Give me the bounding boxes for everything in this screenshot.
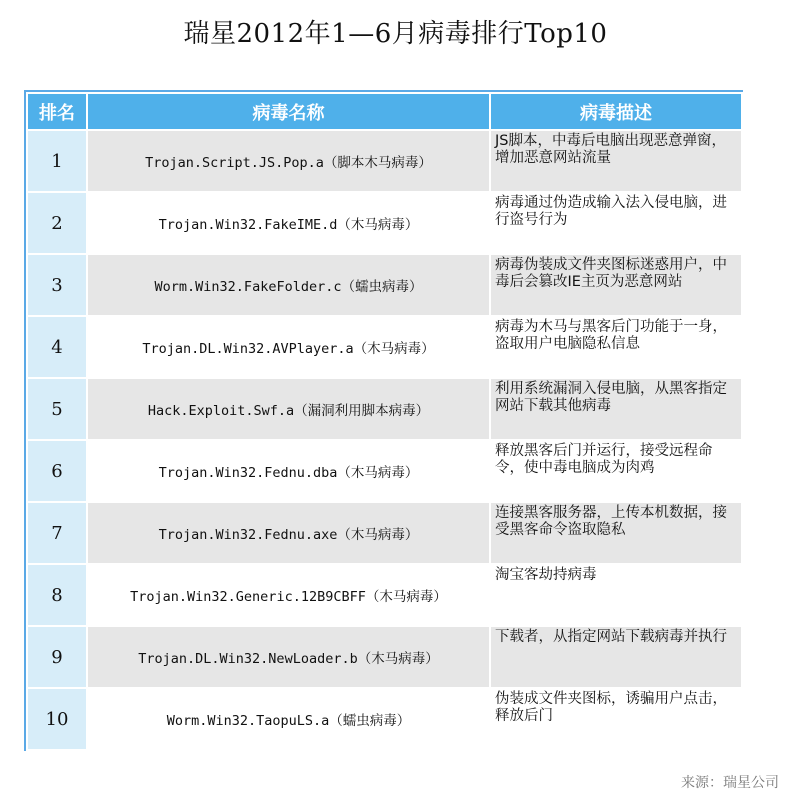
table-row <box>27 316 742 378</box>
rank-cell: 4 <box>27 316 87 378</box>
source-credit: 来源：瑞星公司 <box>681 775 779 791</box>
rank-cell: 5 <box>27 378 87 440</box>
virus-description-cell: 下载者，从指定网站下载病毒并执行 <box>490 626 742 688</box>
virus-name-cell: Trojan.DL.Win32.AVPlayer.a（木马病毒） <box>87 316 490 378</box>
virus-description-cell: 释放黑客后门并运行，接受远程命令，使中毒电脑成为肉鸡 <box>490 440 742 502</box>
virus-description-cell: 连接黑客服务器，上传本机数据，接受黑客命令盗取隐私 <box>490 502 742 564</box>
rank-cell: 6 <box>27 440 87 502</box>
rank-cell: 10 <box>27 688 87 750</box>
header-virus-name: 病毒名称 <box>87 93 490 130</box>
rank-cell: 7 <box>27 502 87 564</box>
virus-name-cell: Trojan.Win32.Generic.12B9CBFF（木马病毒） <box>87 564 490 626</box>
virus-description-cell: JS脚本，中毒后电脑出现恶意弹窗，增加恶意网站流量 <box>490 130 742 192</box>
table-row <box>27 502 742 564</box>
table-row <box>27 688 742 750</box>
table-row <box>27 130 742 192</box>
virus-name-cell: Trojan.Win32.FakeIME.d（木马病毒） <box>87 192 490 254</box>
rank-cell: 3 <box>27 254 87 316</box>
virus-description-cell: 利用系统漏洞入侵电脑，从黑客指定网站下载其他病毒 <box>490 378 742 440</box>
virus-ranking-table <box>26 92 743 751</box>
virus-description-cell: 淘宝客劫持病毒 <box>490 564 742 626</box>
table-header-row <box>27 93 742 130</box>
table-row <box>27 564 742 626</box>
rank-cell: 1 <box>27 130 87 192</box>
virus-name-cell: Hack.Exploit.Swf.a（漏洞利用脚本病毒） <box>87 378 490 440</box>
ranking-table-frame <box>24 90 743 751</box>
table-row <box>27 378 742 440</box>
table-row <box>27 626 742 688</box>
virus-description-cell: 病毒为木马与黑客后门功能于一身，盗取用户电脑隐私信息 <box>490 316 742 378</box>
virus-name-cell: Trojan.Script.JS.Pop.a（脚本木马病毒） <box>87 130 490 192</box>
virus-name-cell: Trojan.DL.Win32.NewLoader.b（木马病毒） <box>87 626 490 688</box>
page-title: 瑞星2012年1—6月病毒排行Top10 <box>183 19 608 49</box>
header-virus-description: 病毒描述 <box>490 93 742 130</box>
virus-description-cell: 伪装成文件夹图标，诱骗用户点击，释放后门 <box>490 688 742 750</box>
table-row <box>27 254 742 316</box>
table-row <box>27 440 742 502</box>
virus-name-cell: Worm.Win32.TaopuLS.a（蠕虫病毒） <box>87 688 490 750</box>
virus-description-cell: 病毒伪装成文件夹图标迷惑用户，中毒后会篡改IE主页为恶意网站 <box>490 254 742 316</box>
virus-description-cell: 病毒通过伪造成输入法入侵电脑，进行盗号行为 <box>490 192 742 254</box>
virus-name-cell: Trojan.Win32.Fednu.axe（木马病毒） <box>87 502 490 564</box>
virus-name-cell: Worm.Win32.FakeFolder.c（蠕虫病毒） <box>87 254 490 316</box>
rank-cell: 2 <box>27 192 87 254</box>
rank-cell: 8 <box>27 564 87 626</box>
virus-name-cell: Trojan.Win32.Fednu.dba（木马病毒） <box>87 440 490 502</box>
rank-cell: 9 <box>27 626 87 688</box>
header-rank: 排名 <box>27 93 87 130</box>
table-row <box>27 192 742 254</box>
